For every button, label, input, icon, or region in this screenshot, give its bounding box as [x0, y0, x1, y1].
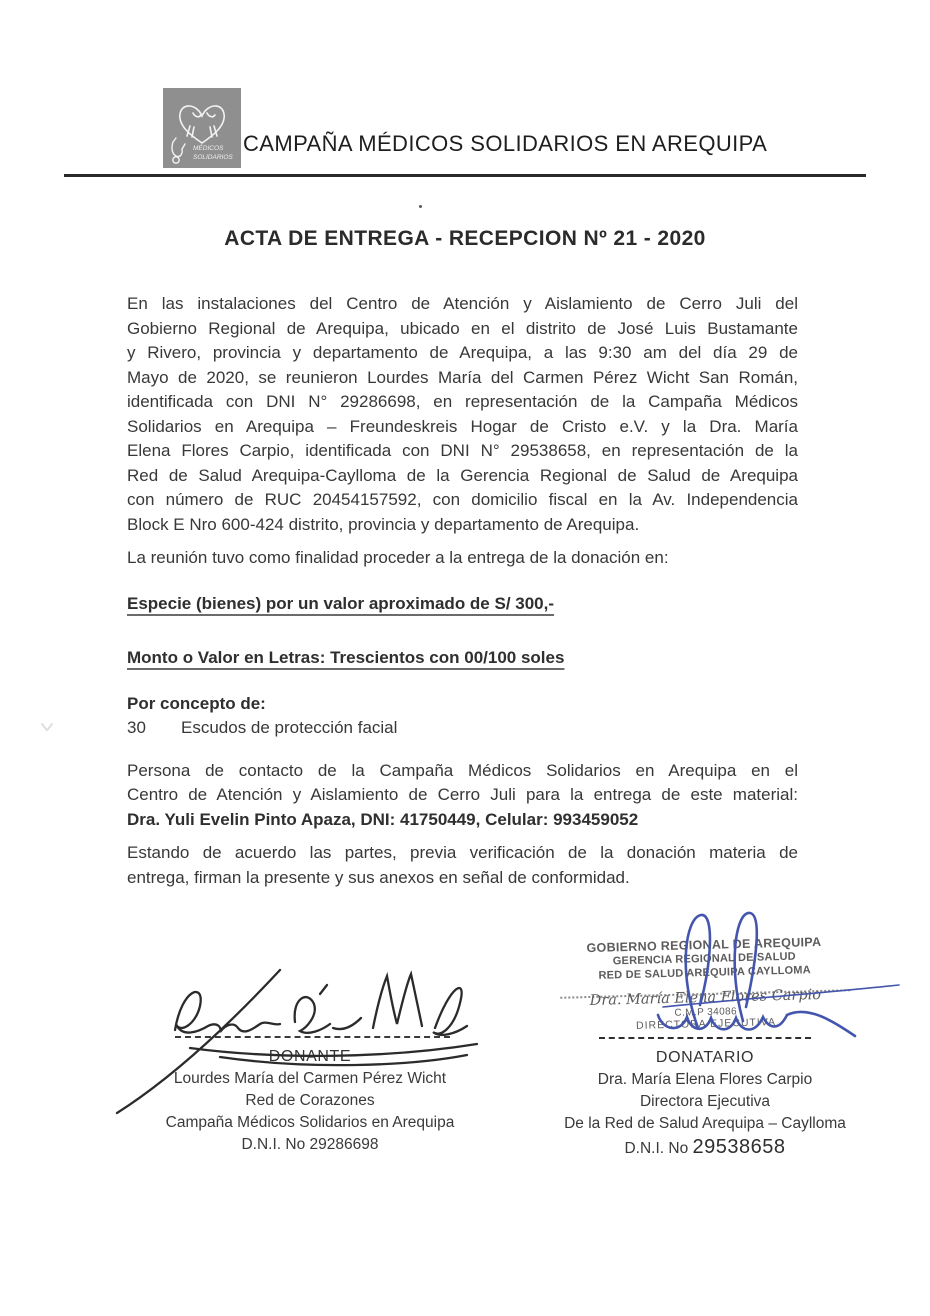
document-body: [127, 292, 798, 890]
scan-speck: [419, 205, 422, 208]
scan-smudge-mark: [38, 722, 54, 740]
text-line: y Rivero, provincia y departamento de Arequipa, a las 9:30 am del día 29 de: [127, 343, 798, 362]
text-line: entrega, firman la presente y sus anexos en señal de conformidad.: [127, 867, 630, 887]
logo-graphic: [163, 88, 241, 168]
dni-number: 29538658: [692, 1136, 786, 1158]
stamp-cmp-number: C.M.P 34086: [674, 1006, 738, 1019]
item-description: Escudos de protección facial: [181, 718, 398, 737]
text-line: Mayo de 2020, se reunieron Lourdes María del Carmen Pérez Wicht San Román,: [127, 367, 798, 387]
paragraph-contacto: [127, 759, 798, 833]
signature-block-donante: [120, 950, 500, 1156]
medicos-solidarios-logo: [163, 88, 241, 168]
logo-text-1: MÉDICOS: [193, 145, 224, 152]
text-line: con número de RUC 20454157592, con domicilio fiscal en la Av. Independencia: [127, 490, 798, 509]
text-line: Centro de Atención y Aislamiento de Cerro Juli para la entrega de este material:: [127, 785, 798, 804]
text-line: Dra. María Elena Flores Carpio: [597, 1071, 813, 1088]
handwritten-signature-donatario: [603, 903, 903, 1063]
donation-item-row: [127, 716, 798, 741]
text-line: Gobierno Regional de Arequipa, ubicado en el distrito de José Luis Bustamante: [127, 318, 798, 338]
role-label-donatario: DONATARIO: [655, 1049, 755, 1066]
text-line: Campaña Médicos Solidarios en Arequipa: [165, 1114, 455, 1131]
stamp-line-3: RED DE SALUD AREQUIPA CAYLLOMA: [598, 964, 812, 982]
monto-en-letras-line: Monto o Valor en Letras: Trescientos con 00/100 soles: [127, 648, 565, 667]
text-line: Solidarios en Arequipa – Freundeskreis Hogar de Cristo e.V. y la Dra. María: [127, 416, 798, 436]
paragraph-introduccion: [127, 292, 798, 537]
stamp-line-1: GOBIERNO REGIONAL DE AREQUIPA: [586, 934, 822, 956]
text-line: identificada con DNI N° 29286698, en representación de la Campaña Médicos: [127, 392, 798, 411]
header-divider-line: [64, 174, 866, 177]
dni-label: D.N.I. No: [624, 1140, 693, 1157]
text-line: Red de Salud Arequipa-Caylloma de la Gerencia Regional de Salud de Arequipa: [127, 465, 798, 485]
donatario-dni: [525, 1135, 885, 1161]
text-line: De la Red de Salud Arequipa – Caylloma: [564, 1115, 846, 1132]
document-title: ACTA DE ENTREGA - RECEPCION Nº 21 - 2020: [224, 227, 706, 250]
signature-block-donatario: [525, 934, 885, 1161]
text-line: D.N.I. No 29286698: [241, 1136, 379, 1153]
text-line: Persona de contacto de la Campaña Médicos Solidarios en Arequipa en el: [127, 760, 798, 780]
stamp-position: DIRECTORA EJECUTIVA: [635, 1016, 777, 1032]
text-line: Estando de acuerdo las partes, previa verificación de la donación materia de: [127, 843, 798, 862]
text-line: En las instalaciones del Centro de Atención y Aislamiento de Cerro Juli del: [127, 294, 798, 313]
stamp-name: Dra. María Elena Flores Carpio: [589, 986, 822, 1010]
paragraph-cierre: [127, 841, 798, 890]
organization-title: CAMPAÑA MÉDICOS SOLIDARIOS EN AREQUIPA: [243, 131, 768, 156]
text-line: Lourdes María del Carmen Pérez Wicht: [173, 1070, 447, 1087]
text-line: Dra. Yuli Evelin Pinto Apaza, DNI: 41750449, Celular: 993459052: [127, 809, 639, 829]
role-label-donante: DONANTE: [268, 1048, 352, 1065]
text-line: Red de Corazones: [245, 1092, 375, 1109]
logo-text-2: SOLIDARIOS: [193, 154, 233, 161]
donatario-details: [525, 1069, 885, 1135]
paragraph-finalidad: La reunión tuvo como finalidad proceder a la entrega de la donación en:: [127, 548, 669, 567]
stamp-line-2: GERENCIA REGIONAL DE SALUD: [612, 950, 796, 968]
concepto-label: Por concepto de:: [127, 693, 266, 713]
text-line: Directora Ejecutiva: [639, 1093, 771, 1110]
item-quantity: 30: [127, 718, 146, 737]
handwritten-signature-donante: [105, 958, 505, 1118]
especie-valor-line: Especie (bienes) por un valor aproximado de S/ 300,-: [127, 593, 555, 613]
text-line: Elena Flores Carpio, identificada con DNI N° 29538658, en representación de la: [127, 441, 798, 460]
text-line: Block E Nro 600-424 distrito, provincia y departamento de Arequipa.: [127, 514, 640, 534]
